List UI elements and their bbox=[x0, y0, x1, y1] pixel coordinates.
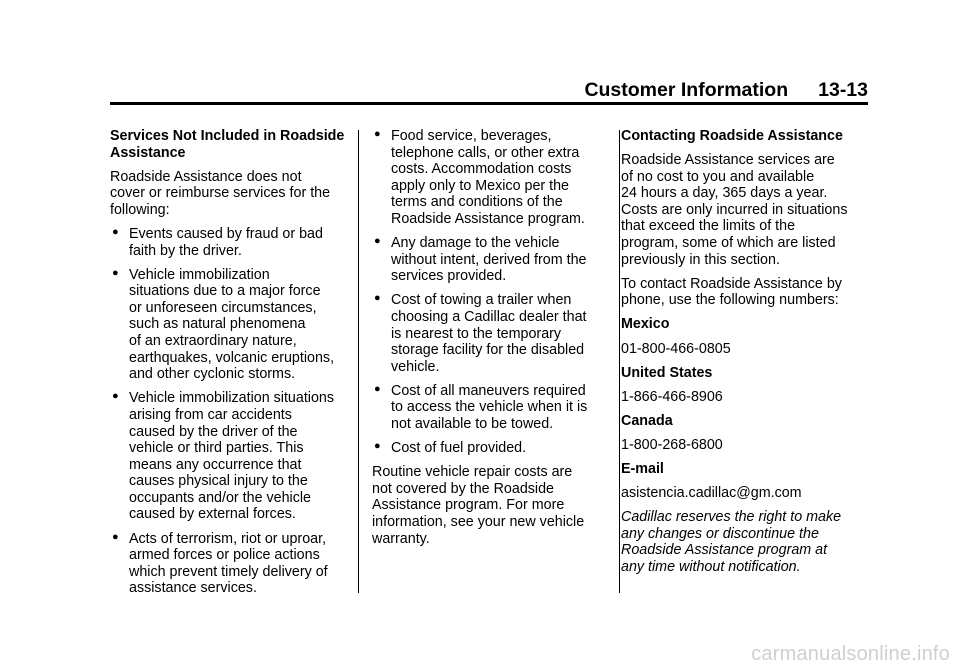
exclusion-list bbox=[110, 226, 352, 597]
list-item: ● Cost of fuel provided. bbox=[374, 440, 527, 457]
page-header bbox=[110, 78, 868, 102]
list-item: ● Vehicle immobilization situations due to a major force or unforeseen circumstances, such as natural phenomena of an extraordinary nature, earthquakes, volcanic eruptions, and other cyclonic storms. bbox=[112, 266, 335, 383]
contact-value-email: asistencia.cadillac@gm.com bbox=[621, 485, 802, 502]
bullet-icon: ● bbox=[112, 390, 119, 403]
bullet-icon: ● bbox=[374, 128, 381, 140]
section-heading: Contacting Roadside Assistance bbox=[621, 128, 843, 144]
contact-value-mexico: 01-800-466-0805 bbox=[621, 340, 731, 357]
column-middle bbox=[372, 128, 604, 555]
bullet-icon: ● bbox=[112, 530, 119, 543]
list-item: ● Acts of terrorism, riot or uproar, armed forces or police actions which prevent timely delivery of assistance services. bbox=[112, 530, 328, 597]
bullet-icon: ● bbox=[112, 266, 119, 279]
contact-value-united-states: 1-866-466-8906 bbox=[621, 388, 723, 405]
contact-label-mexico: Mexico bbox=[621, 316, 670, 333]
column-divider bbox=[619, 130, 620, 593]
watermark: carmanualsonline.info bbox=[751, 643, 950, 665]
section-heading: Services Not Included in Roadside Assistance bbox=[110, 128, 345, 161]
closing-paragraph: Routine vehicle repair costs are not covered by the Roadside Assistance program. For more information, see your new vehicle warranty. bbox=[372, 464, 585, 547]
bullet-icon: ● bbox=[374, 382, 381, 395]
column-left bbox=[110, 128, 352, 604]
availability-paragraph: Roadside Assistance services are of no cost to you and available 24 hours a day, 365 days a year. Costs are only incurred in situations that exceed the limits of the program, some of which are listed previously in this section. bbox=[621, 152, 848, 268]
bullet-icon: ● bbox=[374, 235, 381, 248]
bullet-icon: ● bbox=[374, 440, 381, 453]
column-divider bbox=[358, 130, 359, 593]
list-item: ● Cost of towing a trailer when choosing a Cadillac dealer that is nearest to the temporary storage facility for the disabled vehicle. bbox=[374, 292, 587, 375]
page-number: 13-13 bbox=[818, 79, 868, 101]
contact-label-email: E-mail bbox=[621, 461, 664, 477]
header-rule bbox=[110, 102, 868, 105]
contact-label-canada: Canada bbox=[621, 412, 673, 429]
bullet-icon: ● bbox=[374, 292, 381, 305]
intro-paragraph: Roadside Assistance does not cover or reimburse services for the following: bbox=[110, 168, 331, 218]
list-item: ● Cost of all maneuvers required to access the vehicle when it is not available to be towed. bbox=[374, 382, 588, 432]
section-title: Customer Information bbox=[584, 79, 789, 101]
list-item: ● Vehicle immobilization situations arising from car accidents caused by the driver of the vehicle or third parties. This means any occurrence that causes physical injury to the occupants and/or the vehicle caused by external forces. bbox=[112, 390, 335, 523]
list-item: ● Any damage to the vehicle without intent, derived from the services provided. bbox=[374, 235, 587, 285]
notice-paragraph: Cadillac reserves the right to make any changes or discontinue the Roadside Assistance program at any time without notification. bbox=[621, 509, 842, 575]
bullet-icon: ● bbox=[112, 225, 119, 238]
column-right bbox=[621, 128, 868, 583]
contact-intro-paragraph: To contact Roadside Assistance by phone, use the following numbers: bbox=[621, 275, 842, 309]
exclusion-list-continued bbox=[372, 128, 604, 457]
list-item: ● Events caused by fraud or bad faith by the driver. bbox=[112, 225, 323, 259]
contact-label-united-states: United States bbox=[621, 364, 713, 381]
list-item: ● Food service, beverages, telephone calls, or other extra costs. Accommodation costs apply only to Mexico per the terms and conditions of the Roadside Assistance program. bbox=[374, 128, 585, 227]
contact-value-canada: 1-800-268-6800 bbox=[621, 436, 723, 453]
